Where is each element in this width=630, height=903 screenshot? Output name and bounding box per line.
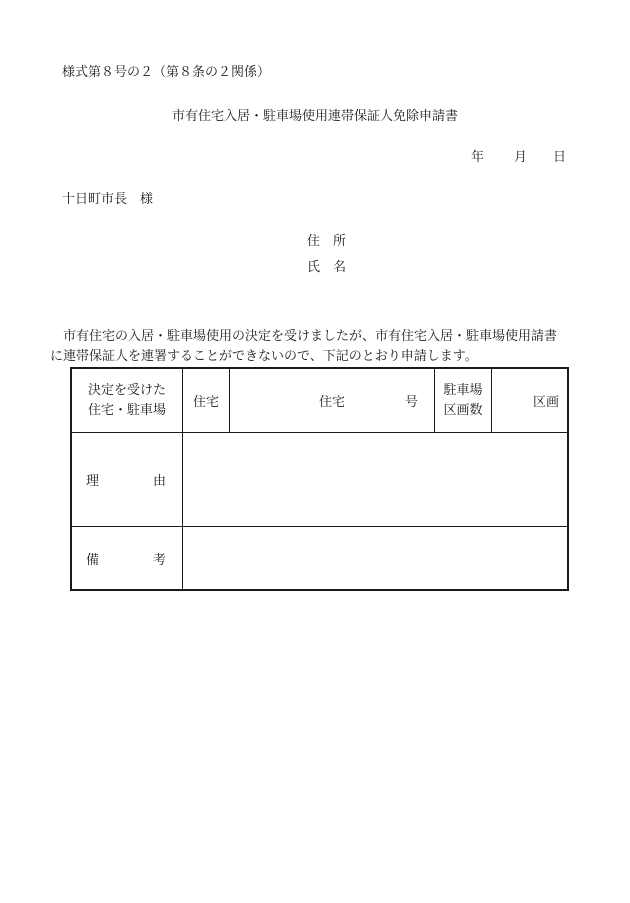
document-title: 市有住宅入居・駐車場使用連帯保証人免除申請書: [171, 109, 458, 124]
jutaku-number-prefix: 住宅: [318, 395, 345, 410]
address-label: 住 所: [307, 234, 347, 249]
parking-label-line-2: 区画数: [443, 402, 483, 418]
jutaku-number-field[interactable]: [230, 368, 435, 433]
reason-field[interactable]: [183, 433, 569, 527]
remarks-label-cell: [71, 527, 183, 591]
date-year: 年: [471, 150, 485, 165]
remarks-char-2: 考: [152, 552, 166, 568]
parking-label-line-1: 駐車場: [443, 382, 483, 398]
application-table: [70, 367, 569, 591]
addressee: 十日町市長 様: [62, 192, 154, 207]
statement-line-1: 市有住宅の入居・駐車場使用の決定を受けましたが、市有住宅入居・駐車場使用請書: [63, 329, 558, 344]
decided-label-line-2: 住宅・駐車場: [87, 402, 166, 418]
reason-char-1: 理: [86, 474, 100, 489]
name-label: 氏 名: [307, 260, 347, 275]
decided-label-cell: [71, 368, 183, 433]
jutaku-number-suffix: 号: [404, 395, 418, 410]
parking-count-label-cell: [435, 368, 492, 433]
date-month: 月: [514, 150, 528, 165]
jutaku-label-cell: 住宅: [183, 368, 230, 433]
date-line: [471, 151, 566, 164]
parking-count-field[interactable]: [492, 368, 569, 433]
statement-line-2: に連帯保証人を連署することができないので、下記のとおり申請します。: [50, 349, 478, 364]
date-day: 日: [553, 150, 567, 165]
remarks-row: [71, 527, 568, 591]
decided-row: [71, 368, 568, 433]
remarks-char-1: 備: [86, 552, 100, 568]
remarks-field[interactable]: [183, 527, 569, 591]
kukaku-unit: 区画: [532, 395, 559, 410]
application-statement: [50, 327, 590, 367]
reason-label-cell: [71, 433, 183, 527]
decided-label-line-1: 決定を受けた: [87, 382, 166, 398]
reason-char-2: 由: [152, 474, 166, 489]
form-number: 様式第８号の２（第８条の２関係）: [62, 65, 271, 80]
reason-row: [71, 433, 568, 527]
